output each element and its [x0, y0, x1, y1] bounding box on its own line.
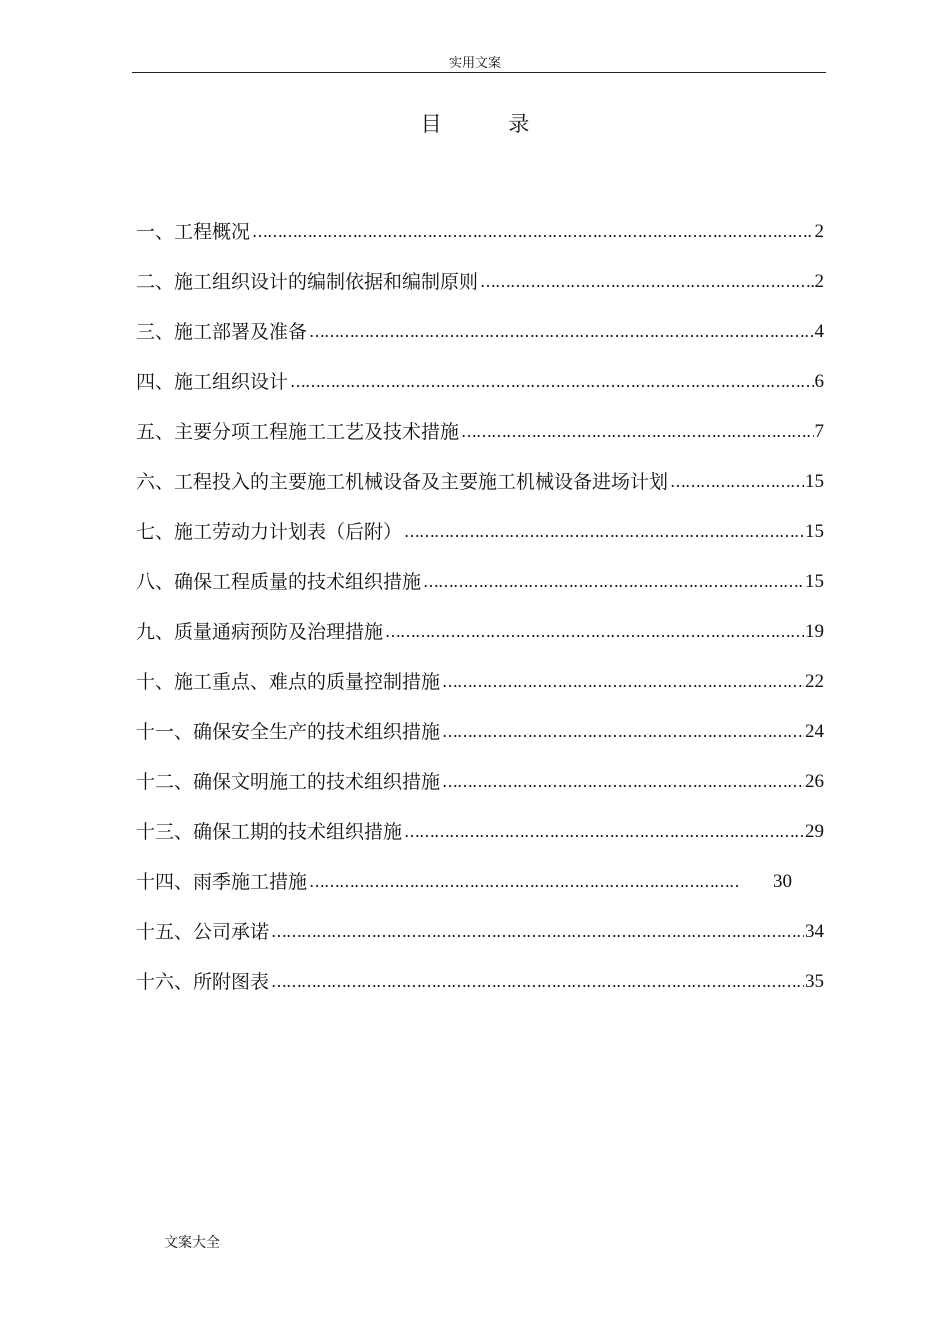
toc-leader-dots — [309, 867, 739, 897]
toc-entry-label: 八、确保工程质量的技术组织措施 — [136, 571, 422, 593]
toc-entry-page: 4 — [814, 321, 824, 342]
toc-entry-page: 7 — [814, 421, 824, 442]
toc-entry[interactable] — [136, 607, 824, 657]
toc-entry-label: 十三、确保工期的技术组织措施 — [136, 821, 403, 843]
toc-entry-label: 十、施工重点、难点的质量控制措施 — [136, 671, 441, 693]
toc-entry[interactable] — [136, 357, 824, 407]
toc-leader-dots — [252, 217, 813, 247]
toc-entry-page: 35 — [805, 971, 824, 992]
toc-entry-page: 22 — [805, 671, 824, 692]
toc-leader-dots — [670, 467, 804, 497]
toc-leader-dots — [442, 767, 804, 797]
toc-entry-page: 6 — [814, 371, 824, 392]
toc-entry-page: 26 — [805, 771, 824, 792]
toc-entry-label: 十二、确保文明施工的技术组织措施 — [136, 771, 441, 793]
toc-entry[interactable] — [136, 657, 824, 707]
toc-leader-dots — [480, 267, 813, 297]
toc-entry-page: 15 — [805, 471, 824, 492]
toc-entry-label: 七、施工劳动力计划表（后附） — [136, 521, 403, 543]
toc-entry-page: 15 — [805, 571, 824, 592]
toc-entry-page: 29 — [805, 821, 824, 842]
toc-entry-page: 24 — [805, 721, 824, 742]
toc-entry-page: 30 — [773, 871, 793, 892]
toc-entry-label: 三、施工部署及准备 — [136, 321, 308, 343]
toc-entry-label: 十四、雨季施工措施 — [136, 871, 308, 893]
toc-entry-label: 十六、所附图表 — [136, 971, 270, 993]
toc-entry[interactable] — [136, 257, 824, 307]
toc-entry-label: 二、施工组织设计的编制依据和编制原则 — [136, 271, 479, 293]
toc-entry[interactable] — [136, 557, 824, 607]
toc-leader-dots — [442, 667, 804, 697]
toc-leader-dots — [271, 917, 804, 947]
toc-entry-label: 十一、确保安全生产的技术组织措施 — [136, 721, 441, 743]
toc-entry[interactable] — [136, 957, 824, 1007]
header-divider — [132, 72, 826, 73]
toc-entry-label: 十五、公司承诺 — [136, 921, 270, 943]
page-header-title: 实用文案 — [448, 56, 501, 71]
toc-leader-dots — [442, 717, 804, 747]
toc-leader-dots — [271, 967, 804, 997]
toc-leader-dots — [404, 517, 804, 547]
toc-entry[interactable] — [136, 507, 824, 557]
toc-entry[interactable] — [136, 757, 824, 807]
toc-leader-dots — [385, 617, 804, 647]
toc-entry-page: 2 — [814, 221, 824, 242]
toc-leader-dots — [404, 817, 804, 847]
toc-entry-label: 一、工程概况 — [136, 221, 251, 243]
toc-entry[interactable] — [136, 407, 824, 457]
toc-entry-label: 六、工程投入的主要施工机械设备及主要施工机械设备进场计划 — [136, 471, 669, 493]
toc-entry-page: 15 — [805, 521, 824, 542]
toc-entry-label: 九、质量通病预防及治理措施 — [136, 621, 384, 643]
toc-leader-dots — [461, 417, 813, 447]
toc-entry[interactable] — [136, 707, 824, 757]
toc-leader-dots — [290, 367, 813, 397]
toc-entry[interactable] — [136, 907, 824, 957]
toc-title: 目 录 — [420, 112, 560, 136]
toc-entry[interactable] — [136, 807, 824, 857]
toc-entry-page: 34 — [805, 921, 824, 942]
toc-entry-label: 五、主要分项工程施工工艺及技术措施 — [136, 421, 460, 443]
toc-entry-label: 四、施工组织设计 — [136, 371, 289, 393]
toc-entry[interactable] — [136, 457, 824, 507]
toc-entry-page: 19 — [805, 621, 824, 642]
page-footer-text: 文案大全 — [164, 1235, 220, 1251]
toc-leader-dots — [423, 567, 804, 597]
toc-entry-page: 2 — [814, 271, 824, 292]
table-of-contents — [136, 207, 824, 1007]
toc-entry[interactable] — [136, 207, 824, 257]
toc-entry[interactable] — [136, 857, 824, 907]
toc-leader-dots — [309, 317, 813, 347]
toc-entry[interactable] — [136, 307, 824, 357]
